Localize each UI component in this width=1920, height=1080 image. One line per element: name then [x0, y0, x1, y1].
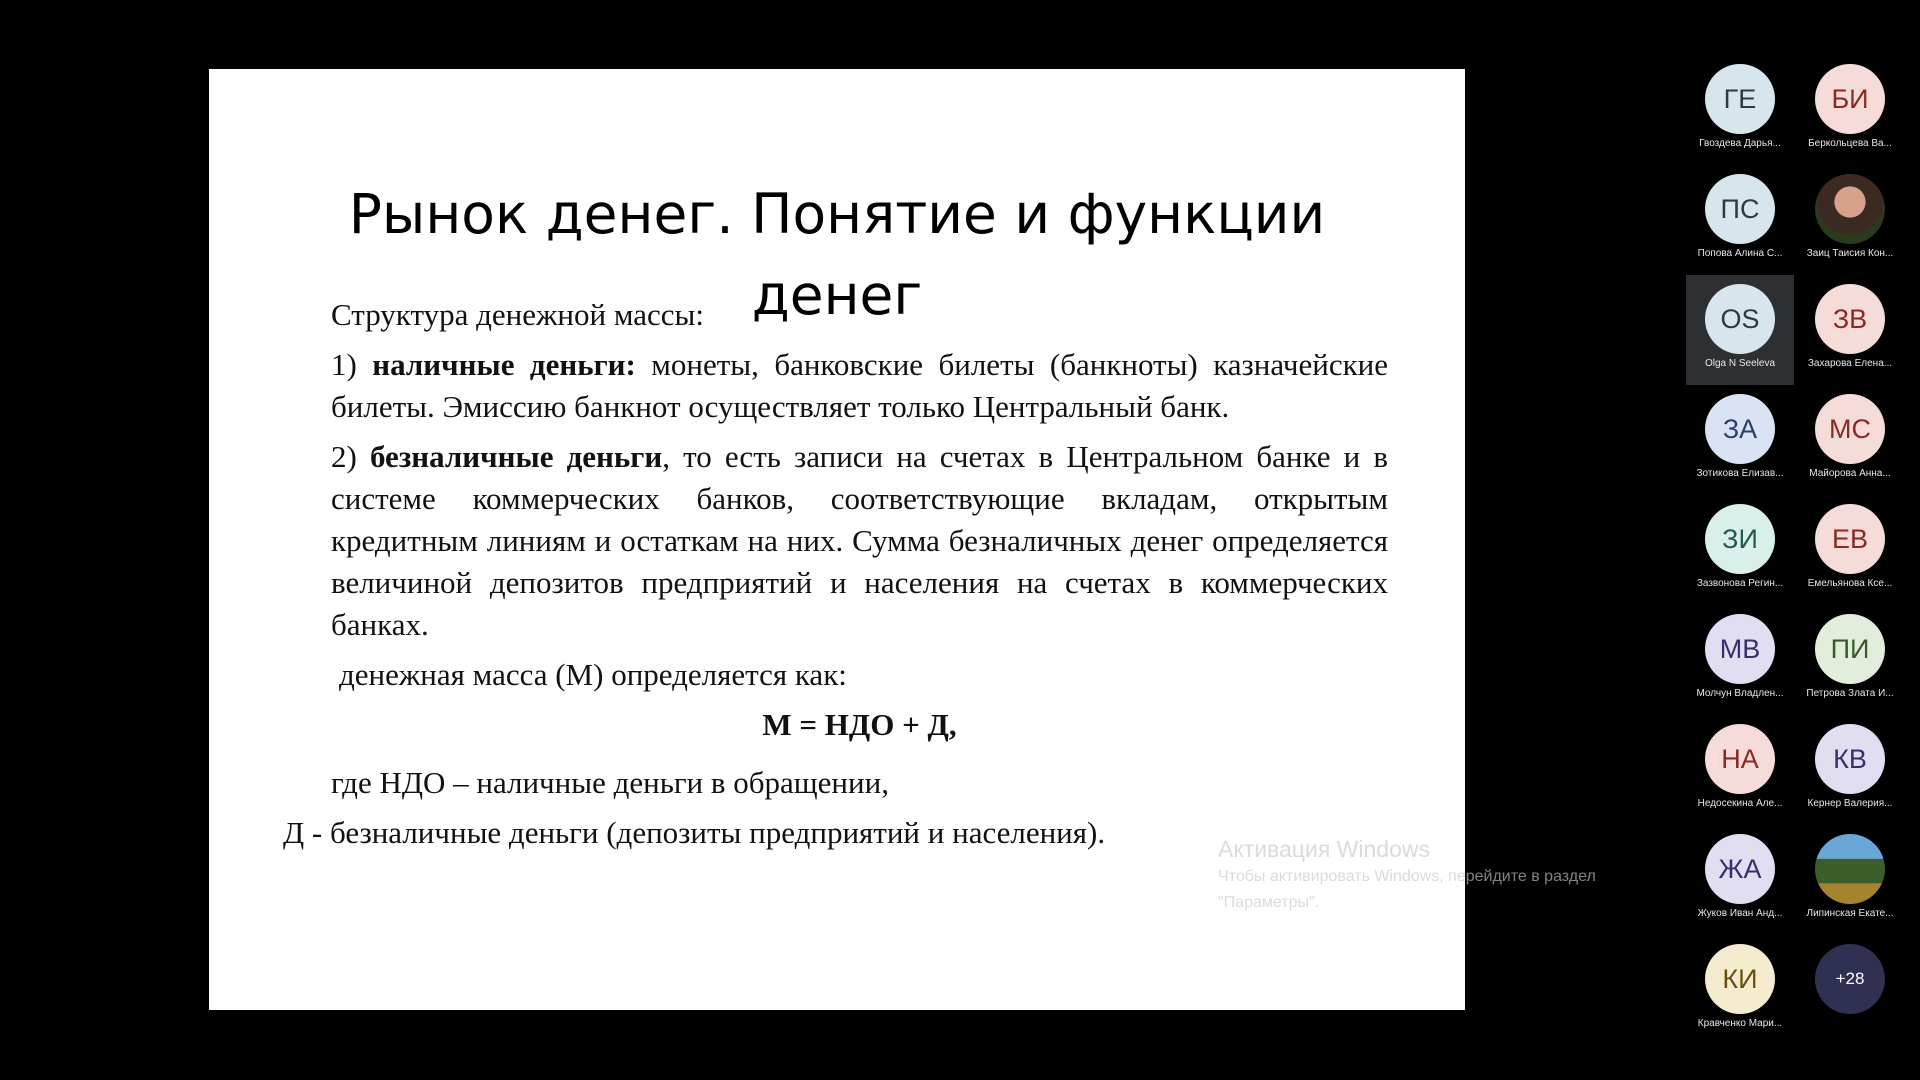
avatar: ЗА	[1705, 394, 1775, 464]
avatar: МВ	[1705, 614, 1775, 684]
item1-prefix: 1)	[331, 347, 373, 382]
avatar: КИ	[1705, 944, 1775, 1014]
participant-name: Жуков Иван Анд...	[1697, 908, 1783, 919]
avatar: ПС	[1705, 174, 1775, 244]
participant-name: Заиц Таисия Кон...	[1806, 248, 1894, 259]
participant-tile[interactable]	[1796, 715, 1904, 825]
participant-tile[interactable]	[1686, 935, 1794, 1045]
participant-name: Недосекина Але...	[1697, 798, 1783, 809]
participant-name: Гвоздева Дарья...	[1699, 138, 1781, 149]
item2-bold: безналичные деньги	[369, 439, 663, 474]
participant-name: Попова Алина С...	[1697, 248, 1783, 259]
watermark-subtitle: Чтобы активировать Windows, перейдите в раздел "Параметры".	[1218, 868, 1596, 911]
participant-name: Кравченко Мари...	[1697, 1018, 1783, 1029]
item2-text: , то есть записи на счетах в Центральном банке и в системе коммерческих банков, соответствующие вкладам, открытым кредитным линиям и остаткам на них. Сумма безналичных денег определяется величиной депозитов предприятий и населения на счетах в коммерческих банках.	[331, 439, 1389, 642]
participant-name: Емельянова Ксе...	[1807, 578, 1893, 589]
money-mass-line: денежная масса (М) определяется как:	[339, 657, 847, 692]
participant-name: Липинская Екате...	[1806, 908, 1894, 919]
item1-bold: наличные деньги:	[372, 347, 636, 382]
slide-title-line-1: Рынок денег. Понятие и функции	[348, 182, 1326, 246]
participant-tile[interactable]	[1796, 165, 1904, 275]
participant-tile[interactable]	[1686, 165, 1794, 275]
item-cash-money	[331, 344, 1388, 428]
item2-prefix: 2)	[331, 439, 370, 474]
avatar: НА	[1705, 724, 1775, 794]
participant-tile[interactable]	[1686, 605, 1794, 715]
item-noncash-money	[331, 436, 1388, 646]
more-participants-badge[interactable]: +28	[1815, 944, 1885, 1014]
structure-heading: Структура денежной массы:	[331, 297, 704, 332]
participant-name: Беркольцева Ва...	[1808, 138, 1892, 149]
participant-name: Кернер Валерия...	[1807, 798, 1893, 809]
windows-activation-watermark	[1218, 834, 1638, 916]
participant-tile[interactable]	[1686, 385, 1794, 495]
participant-name: Зотикова Елизав...	[1696, 468, 1784, 479]
participant-tile[interactable]	[1796, 605, 1904, 715]
where-line: где НДО – наличные деньги в обращении,	[331, 765, 889, 800]
avatar	[1815, 174, 1885, 244]
more-participants-tile[interactable]	[1796, 935, 1904, 1045]
formula: М = НДО + Д,	[762, 707, 957, 742]
d-line: Д - безналичные деньги (депозиты предприятий и населения).	[283, 815, 1106, 850]
participant-name: Петрова Злата И...	[1806, 688, 1894, 699]
participant-name: Olga N Seeleva	[1704, 358, 1776, 369]
avatar: ЖА	[1705, 834, 1775, 904]
participant-tile[interactable]	[1796, 385, 1904, 495]
avatar: МС	[1815, 394, 1885, 464]
participant-tile[interactable]	[1686, 495, 1794, 605]
participant-tile[interactable]	[1796, 275, 1904, 385]
avatar: OS	[1705, 284, 1775, 354]
slide-title-line-2: денег	[751, 263, 923, 327]
participant-tile[interactable]	[1796, 825, 1904, 935]
participant-tile[interactable]	[1686, 825, 1794, 935]
participant-tile[interactable]	[1686, 55, 1794, 165]
participant-name: Зазвонова Регин...	[1696, 578, 1784, 589]
participant-tile[interactable]	[1796, 495, 1904, 605]
participant-tile[interactable]	[1686, 275, 1794, 385]
avatar: ГЕ	[1705, 64, 1775, 134]
participant-name: Майорова Анна...	[1809, 468, 1891, 479]
slide-body	[283, 294, 1389, 862]
participant-name: Захарова Елена...	[1807, 358, 1893, 369]
participant-tile[interactable]	[1796, 55, 1904, 165]
avatar: ПИ	[1815, 614, 1885, 684]
avatar: КВ	[1815, 724, 1885, 794]
avatar: ЗВ	[1815, 284, 1885, 354]
participants-panel	[1686, 55, 1920, 1055]
participant-tile[interactable]	[1686, 715, 1794, 825]
avatar: БИ	[1815, 64, 1885, 134]
participant-name: Молчун Владлен...	[1696, 688, 1784, 699]
watermark-title: Активация Windows	[1218, 836, 1430, 862]
avatar: ЕВ	[1815, 504, 1885, 574]
item1-text: монеты, банковские билеты (банкноты) казначейские билеты. Эмиссию банкнот осуществляет только Центральный банк.	[331, 347, 1389, 424]
avatar: ЗИ	[1705, 504, 1775, 574]
avatar	[1815, 834, 1885, 904]
